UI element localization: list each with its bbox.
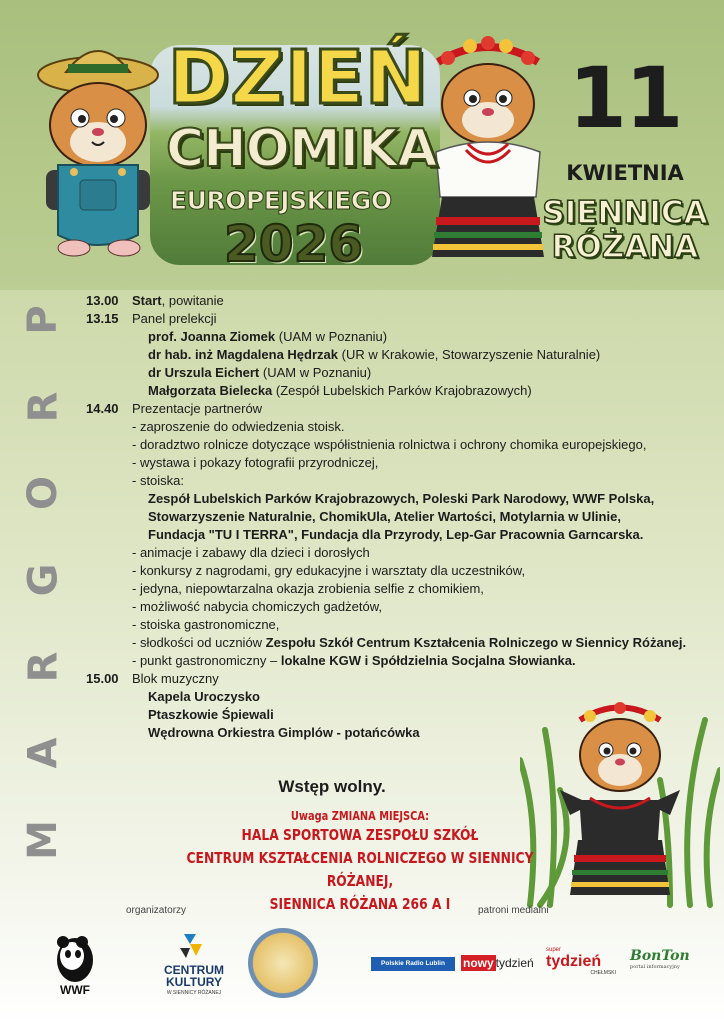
speaker-name: prof. Joanna Ziomek	[148, 329, 276, 344]
item-bold: Zespołu Szkół Centrum Kształcenia Rolniczego w Siennicy Różanej.	[265, 635, 687, 650]
speaker-row	[86, 382, 706, 400]
program-letter: R	[20, 651, 66, 683]
title-chomika: CHOMIKA	[166, 119, 437, 179]
notice-line: Uwaga ZMIANA MIEJSCA:	[290, 809, 430, 823]
media-patrons-label: patroni medialni	[478, 905, 549, 916]
super-part: super	[546, 947, 562, 953]
item-text: - słodkości od uczniów	[132, 635, 266, 650]
stands-line: Fundacja "TU I TERRA", Fundacja dla Przyrody, Lep-Gar Pracownia Garncarska.	[148, 527, 644, 542]
list-item-sweets	[86, 634, 706, 652]
program-letter: G	[20, 563, 66, 597]
list-item: - stoiska:	[132, 473, 185, 488]
tydzien-part: tydzień	[495, 956, 534, 970]
list-item: - doradztwo rolnicze dotyczące współistnienia rolnictwa i ochrony chomika europejskiego,	[132, 437, 647, 452]
notice-line: CENTRUM KSZTAŁCENIA ROLNICZEGO W SIENNICY RÓŻANEJ,	[186, 849, 534, 890]
time-label: 13.15	[86, 311, 119, 326]
event-day: 11	[568, 49, 682, 147]
chelmski-part: CHEŁMSKI	[590, 970, 616, 976]
polskie-radio-lublin-logo: Polskie Radio Lublin	[371, 957, 455, 971]
speaker-row	[86, 346, 706, 364]
wwf-logo	[50, 928, 100, 998]
title-year: 2026	[224, 215, 364, 273]
program-row-panel	[86, 310, 706, 328]
item-text: Blok muzyczny	[132, 671, 219, 686]
tydzien-part: tydzień	[546, 953, 602, 970]
program-letter: M	[20, 820, 66, 860]
list-item: - wystawa i pokazy fotografii przyrodniczej,	[132, 455, 379, 470]
speaker-row	[86, 364, 706, 382]
program-row-start	[86, 292, 706, 310]
title-dzien: DZIEŃ	[168, 35, 429, 121]
speaker-affiliation: (UR w Krakowie, Stowarzyszenie Naturalnie)	[338, 347, 601, 362]
program-row-partners	[86, 400, 706, 418]
list-item: - możliwość nabycia chomiczych gadżetów,	[132, 599, 382, 614]
time-label: 14.40	[86, 401, 119, 416]
place-line-1: SIENNICA	[542, 195, 708, 231]
band-name: Ptaszkowie Śpiewali	[148, 707, 274, 722]
program-vertical-label	[18, 300, 68, 860]
ck-line-1: CENTRUM	[164, 963, 224, 977]
list-item: - jedyna, niepowtarzalna okazja zrobienia selfie z chomikiem,	[132, 581, 484, 596]
centrum-kultury-logo	[152, 930, 236, 1000]
band-name: Kapela Uroczysko	[148, 689, 260, 704]
list-item: - zaproszenie do odwiedzenia stoisk.	[132, 419, 345, 434]
item-bold: Start	[132, 293, 162, 308]
wwf-logo-text: WWF	[60, 983, 90, 997]
list-item: - stoiska gastronomiczne,	[132, 617, 280, 632]
program-row-music	[86, 670, 706, 688]
event-place	[540, 196, 710, 264]
program-letter: R	[20, 391, 66, 423]
notice-line: SIENNICA RÓŻANA 266 A I	[269, 895, 451, 913]
stands-line: Stowarzyszenie Naturalnie, ChomikUla, Atelier Wartości, Motylarnia w Ulinie,	[148, 509, 621, 524]
ck-line-3: W SIENNICY RÓŻANEJ	[166, 990, 222, 996]
speaker-name: dr hab. inż Magdalena Hędrzak	[148, 347, 338, 362]
speaker-affiliation: (Zespół Lubelskich Parków Krajobrazowych)	[272, 383, 532, 398]
program-letter: P	[19, 305, 66, 335]
speaker-affiliation: (UAM w Poznaniu)	[275, 329, 388, 344]
time-label: 15.00	[86, 671, 119, 686]
item-text: Prezentacje partnerów	[132, 401, 263, 416]
speaker-row	[86, 328, 706, 346]
place-line-2: RÓŻANA	[551, 229, 699, 265]
item-bold: lokalne KGW i Spółdzielnia Socjalna Słowianka.	[280, 653, 576, 668]
speaker-name: dr Urszula Eichert	[148, 365, 260, 380]
item-text: , powitanie	[161, 293, 224, 308]
list-item: - animacje i zabawy dla dzieci i dorosłych	[132, 545, 370, 560]
bonton-logo	[630, 948, 690, 978]
hamster-farmer-illustration	[28, 30, 168, 260]
time-label: 13.00	[86, 293, 119, 308]
notice-line: HALA SPORTOWA ZESPOŁU SZKÓŁ	[241, 826, 479, 844]
stands-line: Zespół Lubelskich Parków Krajobrazowych, Poleski Park Narodowy, WWF Polska,	[148, 491, 655, 506]
program-list	[86, 292, 706, 742]
speaker-name: Małgorzata Bielecka	[148, 383, 273, 398]
free-entry-text: Wstęp wolny.	[278, 777, 386, 796]
item-text: - punkt gastronomiczny –	[132, 653, 281, 668]
item-text: Panel prelekcji	[132, 311, 217, 326]
list-item: - konkursy z nagrodami, gry edukacyjne i warsztaty dla uczestników,	[132, 563, 526, 578]
list-item-gastro	[86, 652, 706, 670]
speaker-affiliation: (UAM w Poznaniu)	[259, 365, 372, 380]
organizers-label: organizatorzy	[126, 905, 187, 916]
program-letter: A	[20, 737, 66, 769]
location-change-notice	[163, 808, 557, 916]
nowy-part: nowy	[463, 956, 494, 970]
title-europejskiego: EUROPEJSKIEGO	[170, 186, 392, 215]
super-tydzien-logo	[546, 946, 616, 976]
event-month: KWIETNIA	[566, 161, 684, 185]
bonton-tagline: portal informacyjny	[630, 964, 680, 970]
nowy-tydzien-logo	[461, 953, 533, 973]
ck-line-2: KULTURY	[166, 975, 222, 989]
bonton-name: BonTon	[630, 948, 690, 964]
hamster-project-badge	[248, 928, 318, 998]
band-name: Wędrowna Orkiestra Gimplów - potańcówka	[148, 725, 420, 740]
program-letter: O	[19, 476, 66, 511]
